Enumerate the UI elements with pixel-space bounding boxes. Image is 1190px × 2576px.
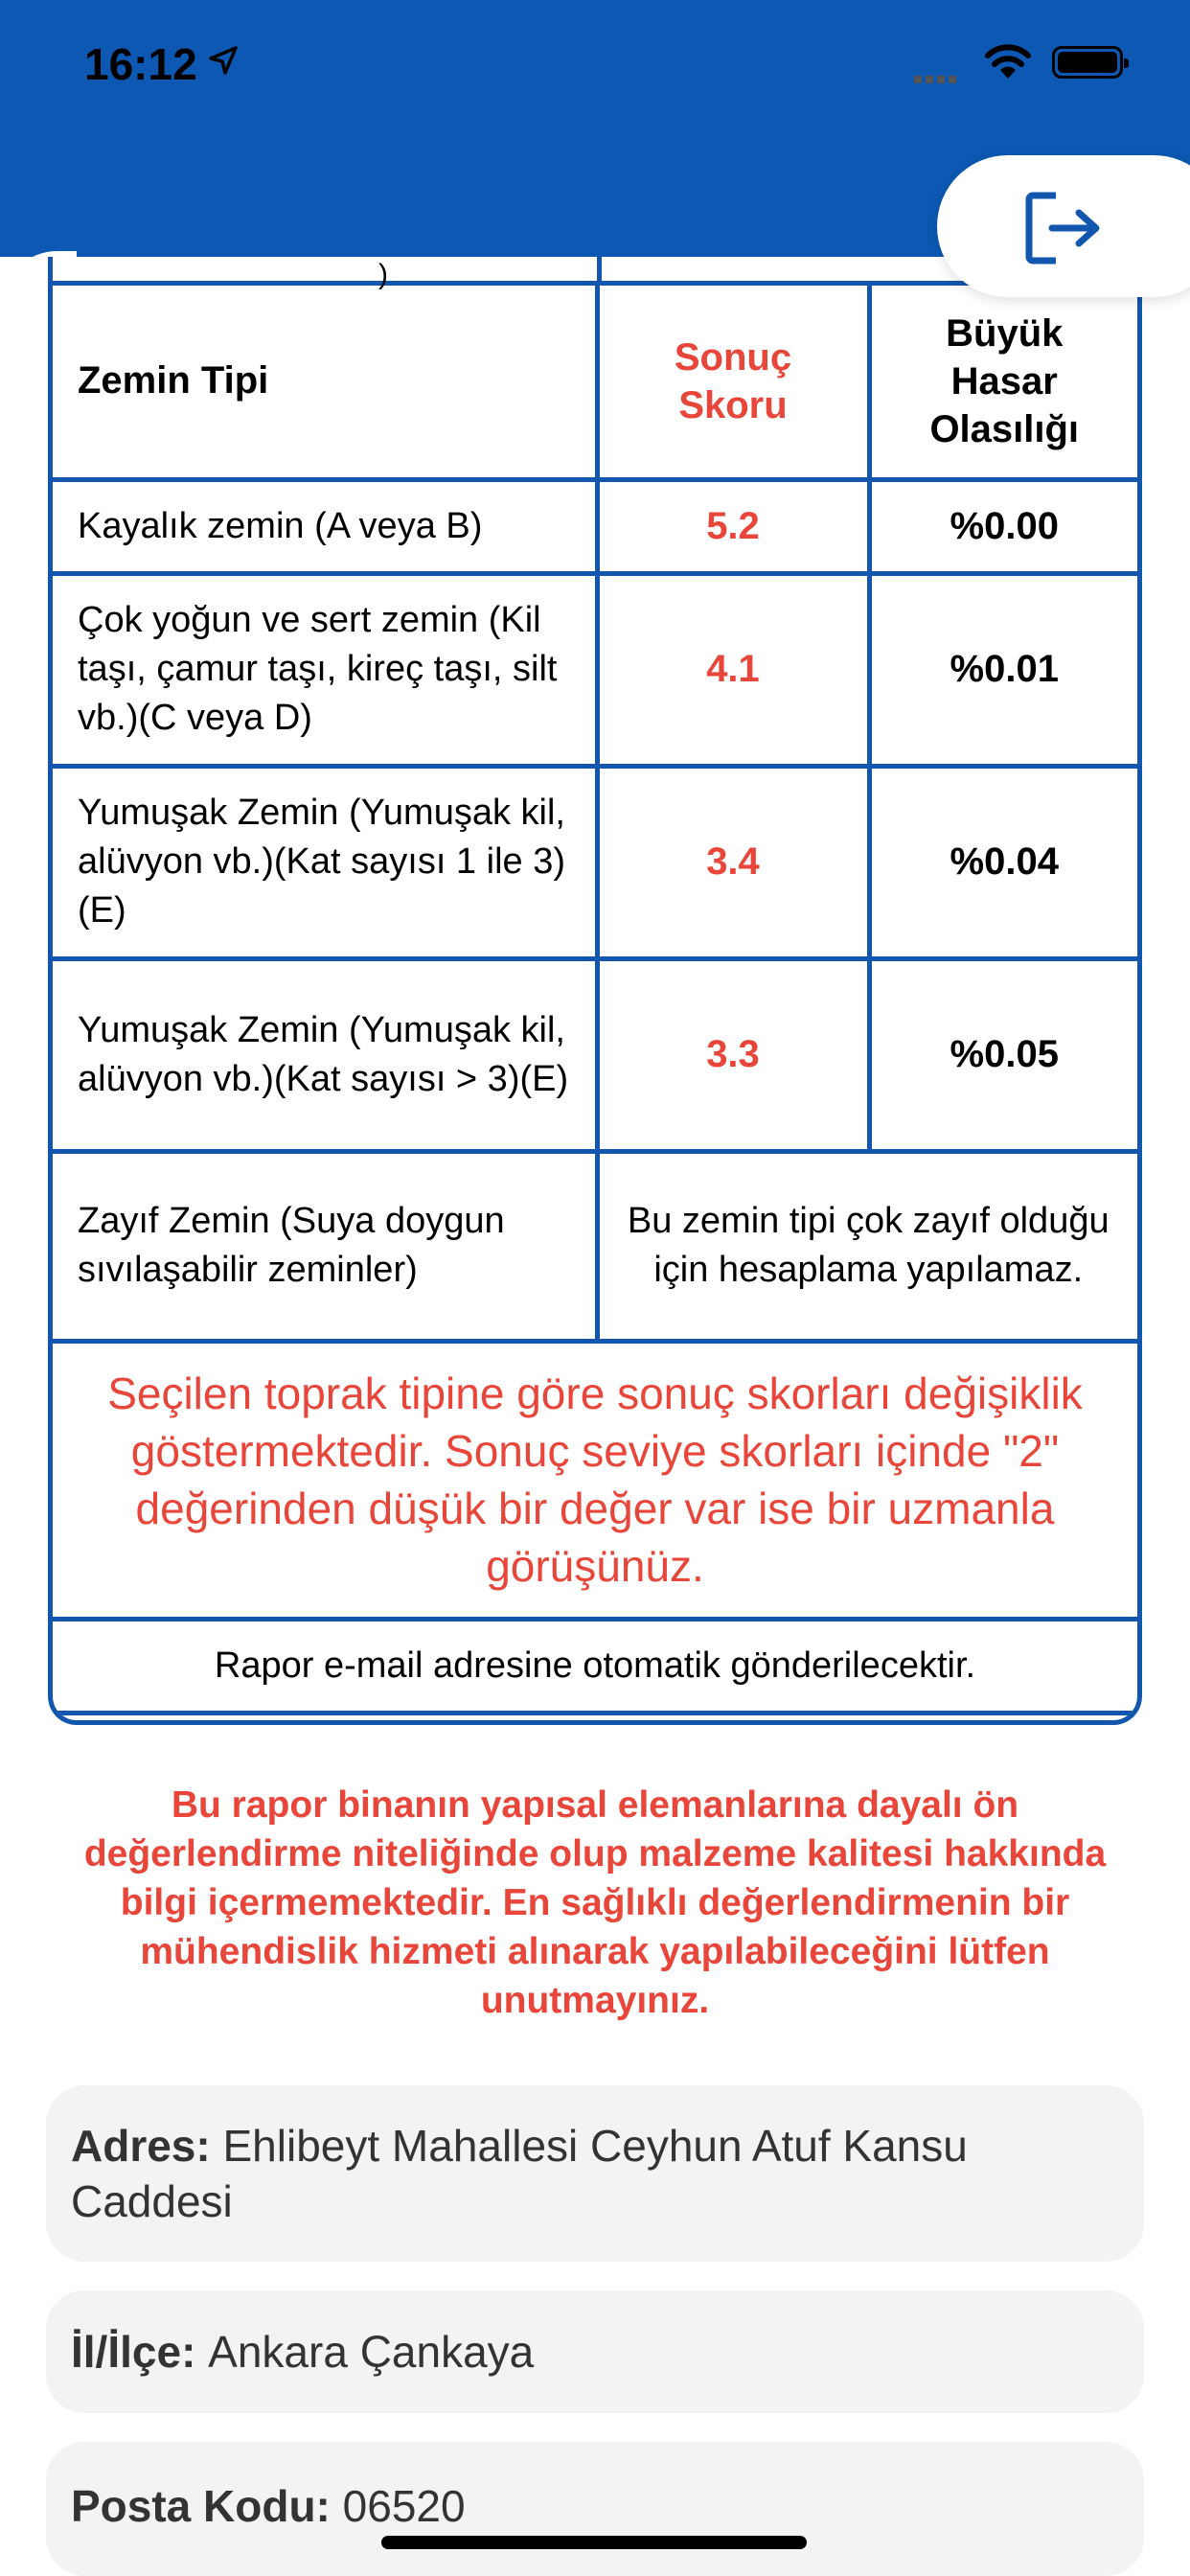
- partial-row-text: ): [378, 259, 388, 290]
- mail-note: Rapor e-mail adresine otomatik gönderilecektir.: [53, 1619, 1137, 1713]
- logout-icon: [1023, 190, 1104, 266]
- score-cell: 4.1: [597, 573, 869, 766]
- table-row: [53, 958, 1137, 1151]
- wifi-icon: [983, 42, 1033, 80]
- location-arrow-icon: [207, 44, 240, 77]
- address-value: Ehlibeyt Mahallesi Ceyhun Atuf Kansu Caddesi: [71, 2121, 968, 2226]
- header-skor: Sonuç Skoru: [597, 286, 869, 479]
- home-indicator: [381, 2536, 807, 2549]
- table-row-weak-soil: [53, 1151, 1137, 1341]
- zemin-cell: Yumuşak Zemin (Yumuşak kil, alüvyon vb.)(Kat sayısı 1 ile 3)(E): [53, 766, 597, 958]
- logout-button[interactable]: [937, 155, 1190, 297]
- zemin-cell: Yumuşak Zemin (Yumuşak kil, alüvyon vb.)(Kat sayısı > 3)(E): [53, 958, 597, 1151]
- score-table: [53, 286, 1137, 1715]
- table-row: [53, 479, 1137, 573]
- disclaimer-text: Bu rapor binanın yapısal elemanlarına dayalı ön değerlendirme niteliğinde olup malzeme kalitesi hakkında bilgi içermemektedir. En sağlıklı değerlendirmenin bir mühendislik hizmeti alınarak yapılabileceğini lütfen unutmayınız.: [83, 1784, 1107, 2021]
- probability-cell: %0.01: [869, 573, 1137, 766]
- province-label: İl/İlçe:: [71, 2327, 196, 2377]
- warning-row: [53, 1341, 1137, 1619]
- address-label: Adres:: [71, 2121, 211, 2171]
- probability-cell: %0.00: [869, 479, 1137, 573]
- status-time: 16:12: [84, 39, 197, 89]
- province-card: [46, 2290, 1144, 2413]
- zemin-cell: Kayalık zemin (A veya B): [53, 479, 597, 573]
- battery-icon: [1052, 46, 1123, 79]
- postal-code-value: 06520: [342, 2481, 466, 2531]
- header-zemin: Zemin Tipi: [53, 286, 597, 479]
- address-card: [46, 2085, 1144, 2262]
- header-hasar: Büyük Hasar Olasılığı: [869, 286, 1137, 479]
- table-header-row: [53, 286, 1137, 479]
- postal-code-card: [46, 2442, 1144, 2576]
- not-calculable-note: Bu zemin tipi çok zayıf olduğu için hesaplama yapılamaz.: [597, 1151, 1137, 1341]
- probability-cell: %0.05: [869, 958, 1137, 1151]
- table-row: [53, 573, 1137, 766]
- table-row: [53, 766, 1137, 958]
- result-table: [48, 257, 1142, 1725]
- score-cell: 3.3: [597, 958, 869, 1151]
- postal-code-label: Posta Kodu:: [71, 2481, 331, 2531]
- probability-cell: %0.04: [869, 766, 1137, 958]
- warning-text: Seçilen toprak tipine göre sonuç skorları değişiklik göstermektedir. Sonuç seviye skorları içinde "2" değerinden düşük bir değer var ise bir uzmanla görüşünüz.: [53, 1341, 1137, 1619]
- zemin-cell: Çok yoğun ve sert zemin (Kil taşı, çamur taşı, kireç taşı, silt vb.)(C veya D): [53, 573, 597, 766]
- cellular-signal-icon: [914, 71, 968, 79]
- mail-row: [53, 1619, 1137, 1713]
- score-cell: 3.4: [597, 766, 869, 958]
- province-value: Ankara Çankaya: [208, 2327, 535, 2377]
- zemin-cell: Zayıf Zemin (Suya doygun sıvılaşabilir zeminler): [53, 1151, 597, 1341]
- score-cell: 5.2: [597, 479, 869, 573]
